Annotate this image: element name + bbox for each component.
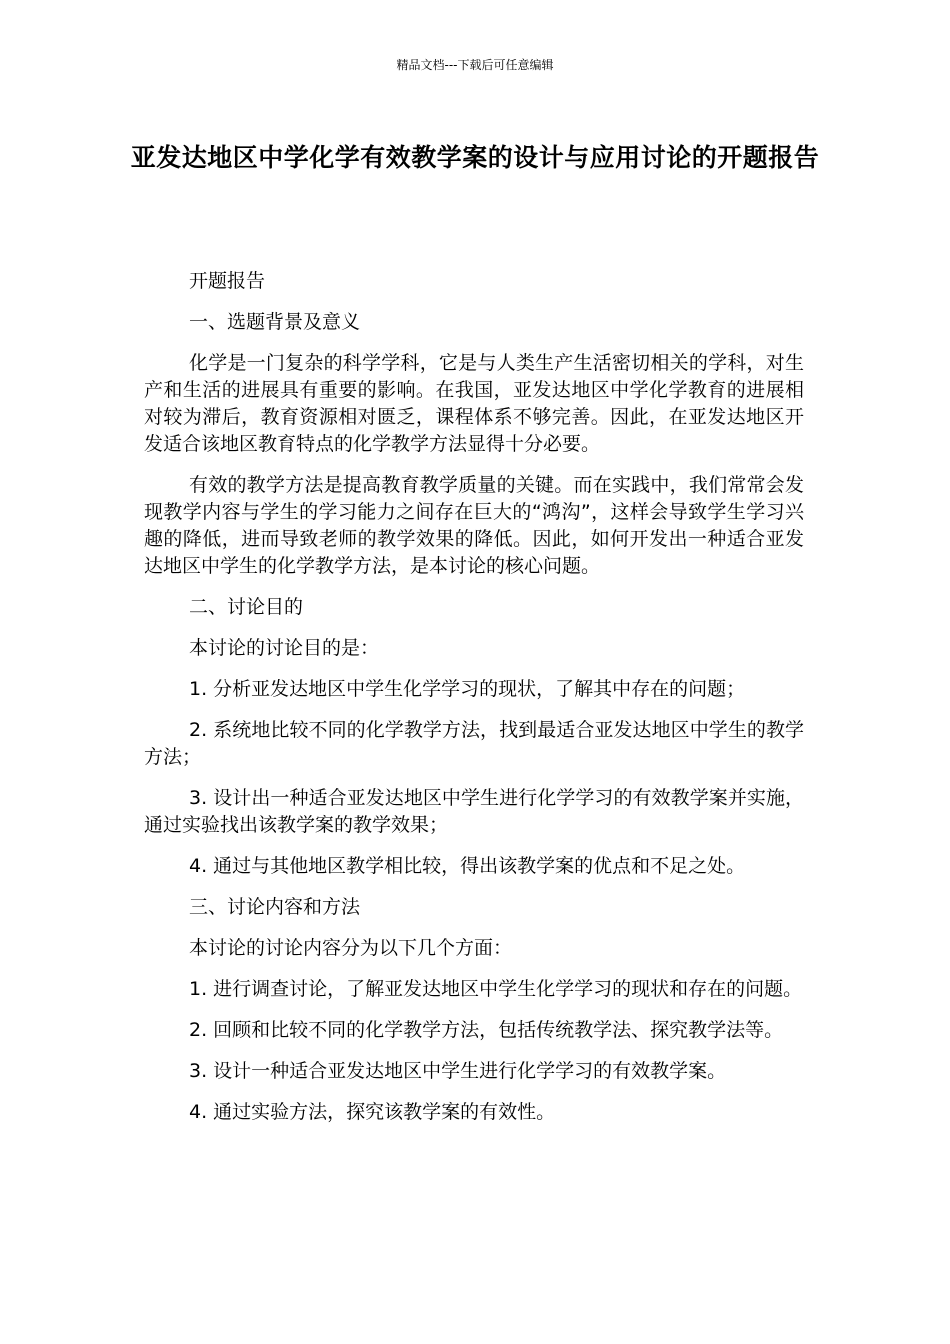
section-heading-goals: 二、讨论目的 <box>189 596 304 618</box>
content-item: 3. 设计一种适合亚发达地区中学生进行化学学习的有效教学案。 <box>189 1060 727 1082</box>
content-item: 4. 通过实验方法，探究该教学案的有效性。 <box>189 1101 556 1123</box>
content-item: 1. 进行调查讨论，了解亚发达地区中学生化学学习的现状和存在的问题。 <box>189 978 803 1000</box>
goal-item: 2. 系统地比较不同的化学教学方法，找到最适合亚发达地区中学生的教学方法； <box>144 719 804 768</box>
document-body <box>144 268 804 1140</box>
section-heading-content: 三、讨论内容和方法 <box>189 896 361 918</box>
section-heading-background: 一、选题背景及意义 <box>189 311 361 333</box>
header-note: 精品文档---下载后可任意编辑 <box>396 58 554 72</box>
goals-intro: 本讨论的讨论目的是： <box>189 637 380 659</box>
goal-item: 1. 分析亚发达地区中学生化学学习的现状，了解其中存在的问题； <box>189 678 746 700</box>
document-title: 亚发达地区中学化学有效教学案的设计与应用讨论的开题报告 <box>130 143 820 172</box>
content-item: 2. 回顾和比较不同的化学教学方法，包括传统教学法、探究教学法等。 <box>189 1019 784 1041</box>
goal-item: 4. 通过与其他地区教学相比较，得出该教学案的优点和不足之处。 <box>189 855 746 877</box>
content-intro: 本讨论的讨论内容分为以下几个方面： <box>189 937 513 959</box>
section-label: 开题报告 <box>189 270 266 292</box>
goal-item: 3. 设计出一种适合亚发达地区中学生进行化学学习的有效教学案并实施，通过实验找出该教学案的教学效果； <box>144 787 804 836</box>
paragraph-teaching-methods: 有效的教学方法是提高教育教学质量的关键。而在实践中，我们常常会发现教学内容与学生的学习能力之间存在巨大的“鸿沟”，这样会导致学生学习兴趣的降低，进而导致老师的教学效果的降低。因此，如何开发出一种适合亚发达地区中学生的化学教学方法，是本讨论的核心问题。 <box>144 474 804 577</box>
paragraph-background: 化学是一门复杂的科学学科，它是与人类生产生活密切相关的学科，对生产和生活的进展具有重要的影响。在我国，亚发达地区中学化学教育的进展相对较为滞后，教育资源相对匮乏，课程体系不够完善。因此，在亚发达地区开发适合该地区教育特点的化学教学方法显得十分必要。 <box>144 352 804 455</box>
